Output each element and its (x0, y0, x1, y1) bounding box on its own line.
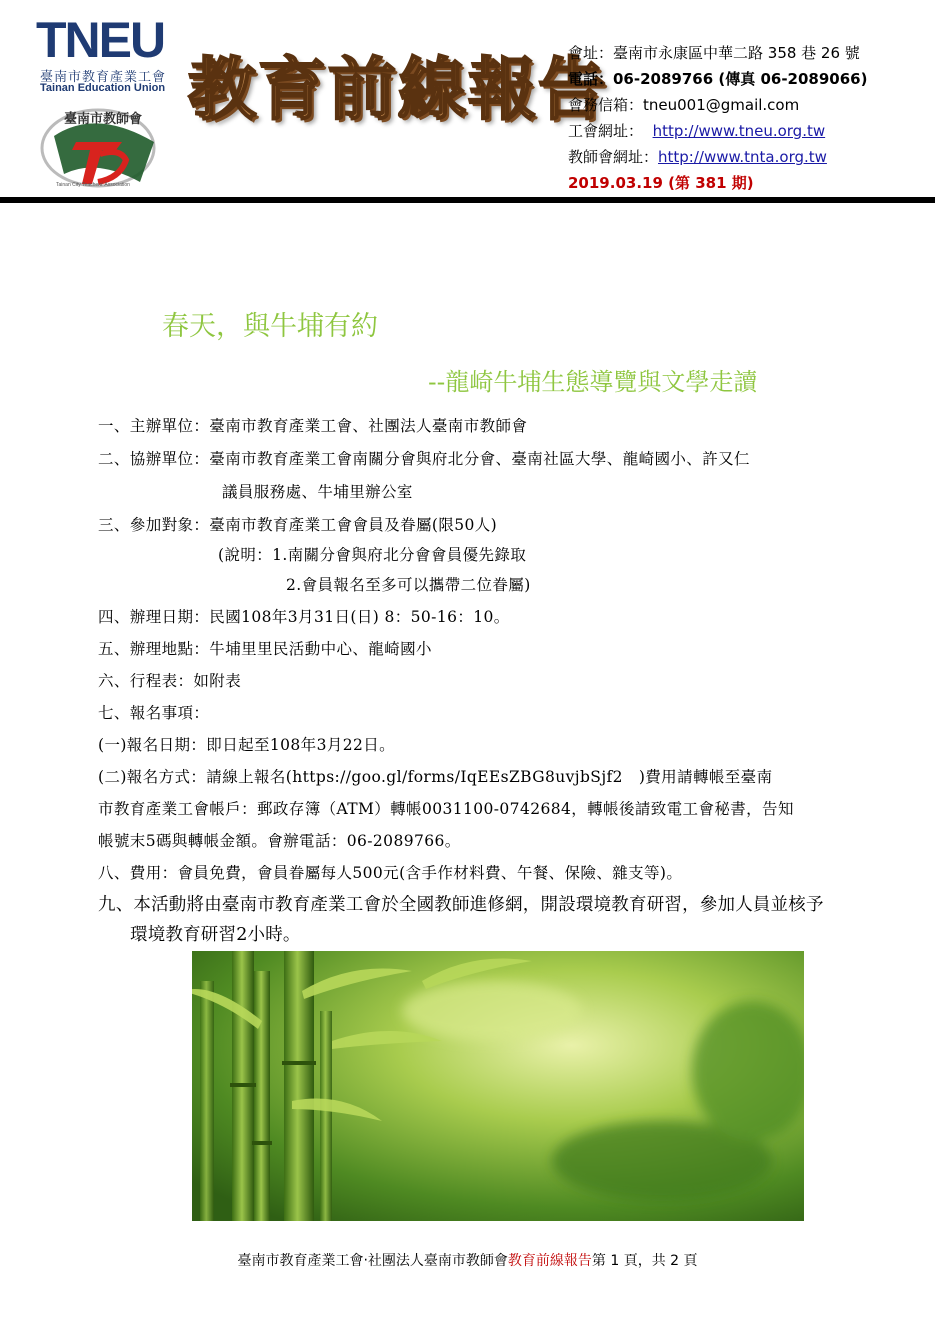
email: 會務信箱：tneu001@gmail.com (568, 96, 800, 114)
tta-website-label: 教師會網址： (568, 148, 659, 166)
body-line: 四、辦理日期：民國108年3月31日(日) 8：50-16：10。 (98, 608, 510, 626)
union-name-en: Tainan Education Union (40, 82, 166, 94)
phone: 電話：06-2089766 (傳真 06-2089066) (568, 70, 868, 88)
body-line: 環境教育研習2小時。 (130, 925, 301, 945)
body-line: 市教育產業工會帳戶：郵政存簿（ATM）轉帳0031100-0742684，轉帳後請致電工會秘書，告知 (98, 800, 794, 818)
union-website (568, 118, 867, 144)
body-line: (二)報名方式：請線上報名(https://goo.gl/forms/IqEEsZBG8uvjbSjf2 )費用請轉帳至臺南 (98, 768, 773, 786)
address: 會址：臺南市永康區中華二路 358 巷 26 號 (568, 44, 860, 62)
footer-org: 臺南市教育產業工會‧社團法人臺南市教師會 (237, 1253, 508, 1269)
body-line: 六、行程表：如附表 (98, 672, 242, 690)
body-line: 帳號末5碼與轉帳金額。會辦電話：06-2089766。 (98, 832, 461, 850)
masthead-title: 教育前線報告 (188, 50, 609, 130)
article-subtitle: --龍崎牛埔生態導覽與文學走讀 (428, 368, 758, 396)
body-line: 七、報名事項： (98, 704, 210, 722)
body-line: 一、主辦單位：臺南市教育產業工會、社團法人臺南市教師會 (98, 417, 528, 435)
body-line: (說明：1.南關分會與府北分會會員優先錄取 (218, 546, 527, 564)
teachers-association-name: 臺南市教師會 (64, 112, 143, 127)
union-website-label: 工會網址： (568, 122, 644, 140)
body-line: (一)報名日期：即日起至108年3月22日。 (98, 736, 396, 754)
teachers-association-name-en: Tainan City Teachers' Association (56, 182, 130, 188)
union-website-link[interactable]: http://www.tneu.org.tw (652, 122, 826, 140)
tta-website-link[interactable]: http://www.tnta.org.tw (658, 148, 827, 166)
tta-website (568, 144, 867, 170)
union-name-zh: 臺南市教育產業工會 (40, 70, 167, 85)
header-divider (0, 197, 935, 203)
body-line: 議員服務處、牛埔里辦公室 (222, 483, 413, 501)
body-line: 2.會員報名至多可以攜帶二位眷屬) (286, 576, 531, 594)
issue-date: 2019.03.19 (第 381 期) (568, 174, 754, 192)
tneu-logo: TNEU (36, 12, 165, 68)
bamboo-photo (192, 951, 804, 1221)
body-line: 二、協辦單位：臺南市教育產業工會南關分會與府北分會、臺南社區大學、龍崎國小、許又仁 (98, 450, 750, 468)
body-line: 八、費用：會員免費，會員眷屬每人500元(含手作材料費、午餐、保險、雜支等)。 (98, 864, 683, 882)
article-title: 春天，與牛埔有約 (162, 311, 378, 342)
contact-block (568, 40, 867, 196)
footer-publication: 教育前線報告 (507, 1253, 592, 1269)
body-line: 三、參加對象：臺南市教育產業工會會員及眷屬(限50人) (98, 516, 498, 534)
footer-page-count: 第 1 頁，共 2 頁 (591, 1253, 698, 1269)
page-footer (0, 1250, 935, 1270)
body-line: 九、本活動將由臺南市教育產業工會於全國教師進修網，開設環境教育研習，參加人員並核予 (98, 895, 824, 915)
body-line: 五、辦理地點：牛埔里里民活動中心、龍崎國小 (98, 640, 432, 658)
